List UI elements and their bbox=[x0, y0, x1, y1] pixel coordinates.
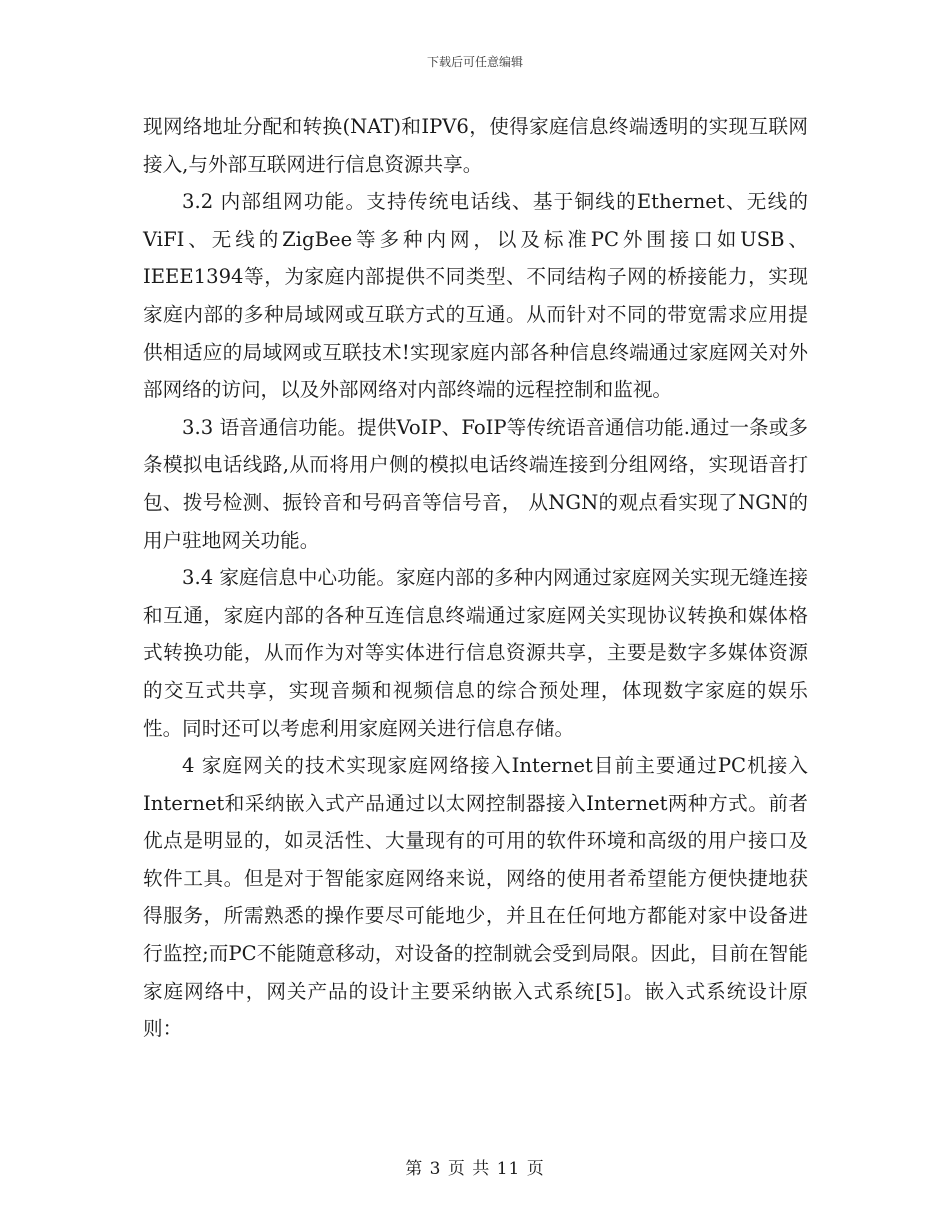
paragraph-3-2-internal-networking: 3.2 内部组网功能。支持传统电话线、基于铜线的Ethernet、无线的ViFI、无线的ZigBee等多种内网，以及标准PC外围接口如USB、IEEE1394等，为家庭内部提供不同类型、不同结构子网的桥接能力，实现家庭内部的多种局域网或互联方式的互通。从而针对不同的带宽需求应用提供相适应的局域网或互联技术!实现家庭内部各种信息终端通过家庭网关对外部网络的访问，以及外部网络对内部终端的远程控制和监视。 bbox=[143, 190, 808, 402]
paragraph-4-technical-implementation: 4 家庭网关的技术实现家庭网络接入Internet目前主要通过PC机接入Internet和采纳嵌入式产品通过以太网控制器接入Internet两种方式。前者优点是明显的，如灵活性、大量现有的可用的软件环境和高级的用户接口及软件工具。但是对于智能家庭网络来说，网络的使用者希望能方便快捷地获得服务，所需熟悉的操作要尽可能地少，并且在任何地方都能对家中设备进行监控;而PC不能随意移动，对设备的控制就会受到局限。因此，目前在智能家庭网络中，网关产品的设计主要采纳嵌入式系统[5]。嵌入式系统设计原则： bbox=[143, 754, 808, 1041]
page-header: 下载后可任意编辑 bbox=[426, 55, 523, 69]
page-footer: 第 3 页 共 11 页 bbox=[405, 1159, 545, 1179]
body-text bbox=[143, 108, 808, 1048]
paragraph-3-4-home-info-center: 3.4 家庭信息中心功能。家庭内部的多种内网通过家庭网关实现无缝连接和互通，家庭内部的各种互连信息终端通过家庭网关实现协议转换和媒体格式转换功能，从而作为对等实体进行信息资源共享，主要是数字多媒体资源的交互式共享，实现音频和视频信息的综合预处理，体现数字家庭的娱乐性。同时还可以考虑利用家庭网关进行信息存储。 bbox=[143, 566, 808, 740]
paragraph-3-3-voice-communication: 3.3 语音通信功能。提供VoIP、FoIP等传统语音通信功能.通过一条或多条模拟电话线路,从而将用户侧的模拟电话终端连接到分组网络，实现语音打包、拨号检测、振铃音和号码音等信号音， 从NGN的观点看实现了NGN的用户驻地网关功能。 bbox=[143, 415, 808, 552]
paragraph-nat-continuation: 现网络地址分配和转换(NAT)和IPV6，使得家庭信息终端透明的实现互联网接入,与外部互联网进行信息资源共享。 bbox=[143, 115, 808, 176]
